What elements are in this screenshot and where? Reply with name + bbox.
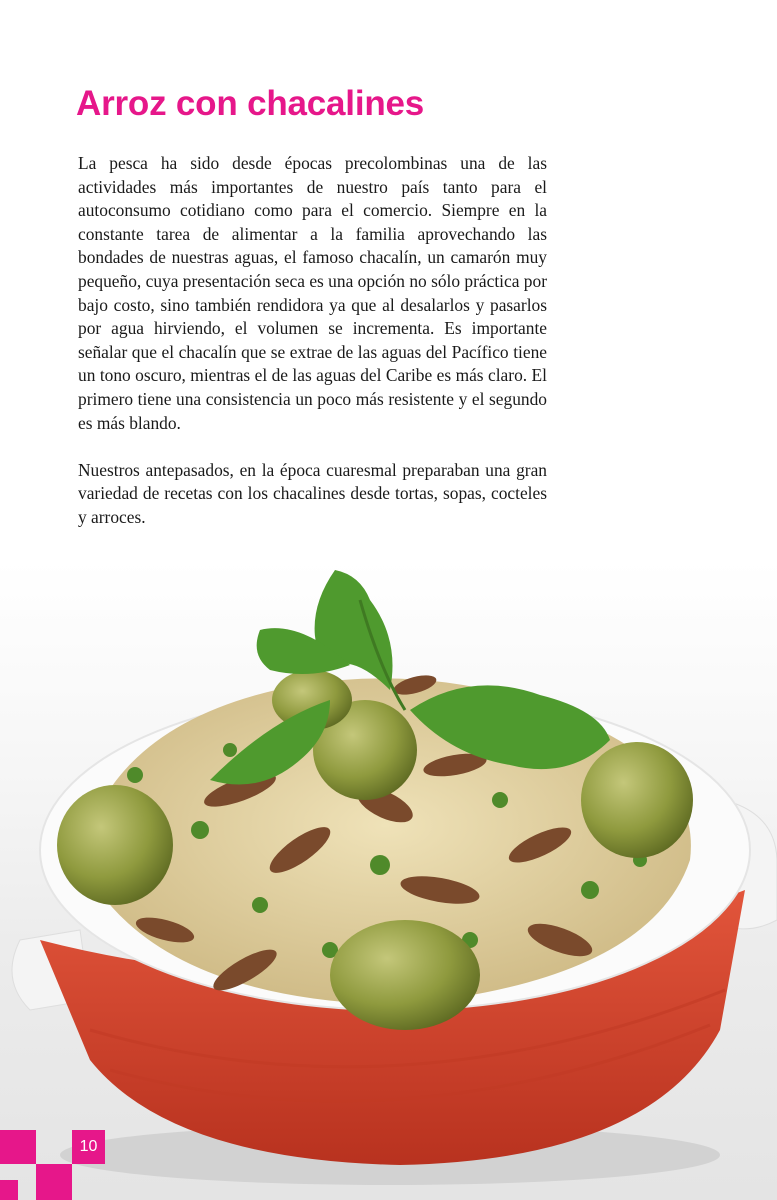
corner-square bbox=[36, 1164, 72, 1200]
body-text bbox=[78, 152, 547, 530]
paragraph-2: Nuestros antepasados, en la época cuaresmal preparaban una gran variedad de recetas con los chacalines desde tortas, sopas, cocteles y arroces. bbox=[78, 459, 547, 527]
corner-square bbox=[0, 1180, 18, 1200]
dish-photo bbox=[0, 560, 777, 1200]
paragraph-1: La pesca ha sido desde épocas precolombinas una de las actividades más importantes de nuestro país tanto para el autoconsumo cotidiano como para el comercio. Siempre en la constante tarea de alimentar a la familia aprovechando las bondades de nuestras aguas, el famoso chacalín, un camarón muy pequeño, cuya presentación seca es una opción no sólo práctica por bajo costo, sino también rendidora ya que al desalarlos y pasarlos por agua hirviendo, el volumen se incrementa. Es importante señalar que el chacalín que se extrae de las aguas del Pacífico tiene un tono oscuro, mientras el de las aguas del Caribe es más claro. El primero tiene una consistencia un poco más resistente y el segundo es más blando. bbox=[78, 153, 547, 433]
page-number: 10 bbox=[72, 1130, 105, 1164]
page-corner-decoration bbox=[0, 1130, 110, 1200]
corner-square bbox=[0, 1130, 36, 1164]
rice-bowl-illustration bbox=[0, 560, 777, 1200]
page-title: Arroz con chacalines bbox=[76, 84, 425, 123]
